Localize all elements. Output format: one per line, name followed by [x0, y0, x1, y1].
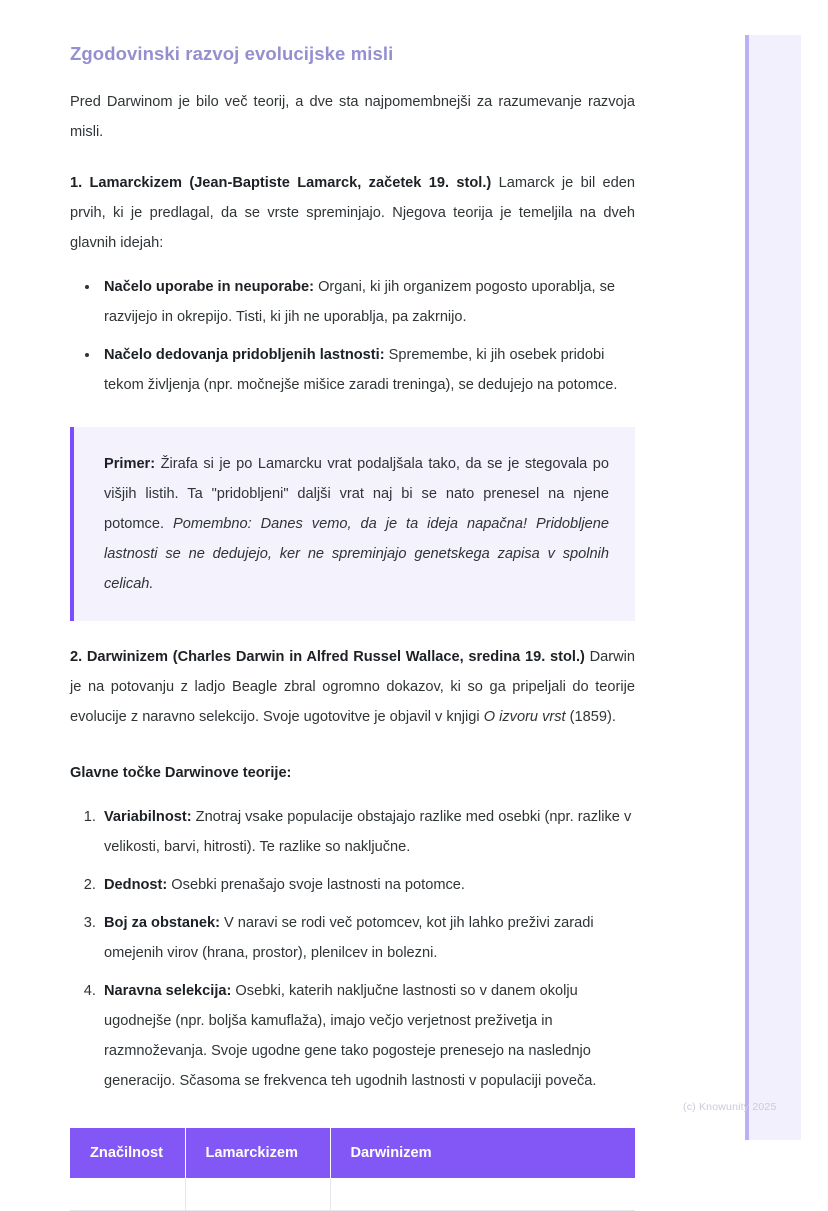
table-header-cell-lamarckism: Lamarckizem [185, 1128, 330, 1178]
list-item [100, 976, 635, 1096]
table-header-cell-darwinism: Darwinizem [330, 1128, 635, 1178]
lamarckism-paragraph [70, 168, 635, 258]
callout-emphasis: Pomembno: Danes vemo, da je ta ideja napačna! Pridobljene lastnosti se ne dedujejo, ker ne spreminjajo genetskega zapisa v spolnih celicah. [104, 515, 609, 592]
footer-credit: (c) Knowunity 2025 [683, 1101, 777, 1113]
callout-paragraph [104, 449, 609, 599]
darwinism-body-part1: Darwin je na potovanju z ladjo Beagle zbral ogromno dokazov, ki so ga pripeljali do teorije evolucije z naravno selekcijo. Svoje ugotovitve je objavil v knjigi [70, 648, 635, 725]
list-item-text: Znotraj vsake populacije obstajajo razlike med osebki (npr. razlike v velikosti, barvi, hitrosti). Te razlike so naključne. [104, 808, 632, 855]
list-item-term: Naravna selekcija: [104, 982, 232, 999]
table-header [70, 1128, 635, 1178]
darwin-points-heading: Glavne točke Darwinove teorije: [70, 764, 292, 781]
example-callout [70, 427, 635, 621]
table-cell [70, 1178, 185, 1211]
table-header-cell-characteristic: Značilnost [70, 1128, 185, 1178]
darwinism-body-part2: (1859). [565, 708, 616, 725]
darwinism-lead: 2. Darwinizem (Charles Darwin in Alfred Russel Wallace, sredina 19. stol.) [70, 648, 585, 665]
list-item [100, 272, 635, 332]
comparison-table [70, 1128, 635, 1211]
list-item-text: Spremembe, ki jih osebek pridobi tekom življenja (npr. močnejše mišice zaradi treninga), se dedujejo na potomce. [104, 346, 618, 393]
table-cell [330, 1178, 635, 1211]
list-item-term: Variabilnost: [104, 808, 192, 825]
table-cell [185, 1178, 330, 1211]
list-item-term: Načelo dedovanja pridobljenih lastnosti: [104, 346, 385, 363]
callout-term: Primer: [104, 455, 156, 472]
callout-text: Žirafa si je po Lamarcku vrat podaljšala tako, da se je stegovala po višjih listih. Ta "pridobljeni" daljši vrat naj bi se nato prenesel na njene potomce. [104, 455, 609, 532]
list-item [100, 802, 635, 862]
table-header-row [70, 1128, 635, 1178]
list-item-text: V naravi se rodi več potomcev, kot jih lahko preživi zaradi omejenih virov (hrana, prostor), plenilcev in bolezni. [104, 914, 594, 961]
comparison-table-wrapper [70, 1128, 635, 1211]
document-content-column [70, 0, 635, 1211]
list-item-text: Osebki prenašajo svoje lastnosti na potomce. [167, 876, 465, 893]
side-rail-panel [745, 35, 801, 1140]
list-item [100, 340, 635, 400]
intro-paragraph: Pred Darwinom je bilo več teorij, a dve sta najpomembnejši za razumevanje razvoja misli. [70, 93, 635, 140]
list-item-term: Načelo uporabe in neuporabe: [104, 278, 315, 295]
list-item [100, 870, 635, 900]
list-item-text: Organi, ki jih organizem pogosto uporablja, se razvijejo in okrepijo. Tisti, ki jih ne uporablja, pa zakrnijo. [104, 278, 615, 325]
lamarckism-body: Lamarck je bil eden prvih, ki je predlagal, da se vrste spreminjajo. Njegova teorija je temeljila na dveh glavnih idejah: [70, 174, 636, 251]
list-item [100, 908, 635, 968]
list-item-term: Dednost: [104, 876, 168, 893]
list-item-term: Boj za obstanek: [104, 914, 220, 931]
table-body [70, 1178, 635, 1211]
book-title: O izvoru vrst [483, 708, 566, 725]
list-item-text: Osebki, katerih naključne lastnosti so v danem okolju ugodnejše (npr. boljša kamuflaža), imajo večjo verjetnost preživetja in razmnoževanja. Svoje ugodne gene tako pogosteje prenesejo na naslednjo generacijo. Sčasoma se frekvenca teh ugodnih lastnosti v populaciji poveča. [104, 982, 597, 1089]
table-row [70, 1178, 635, 1211]
lamarckism-lead: 1. Lamarckizem (Jean-Baptiste Lamarck, začetek 19. stol.) [70, 174, 492, 191]
page-title: Zgodovinski razvoj evolucijske misli [70, 43, 394, 64]
darwin-points-list [70, 802, 635, 1096]
side-rail-accent-bar [745, 35, 749, 1140]
lamarckism-principles-list [70, 272, 635, 400]
darwinism-paragraph [70, 642, 635, 732]
